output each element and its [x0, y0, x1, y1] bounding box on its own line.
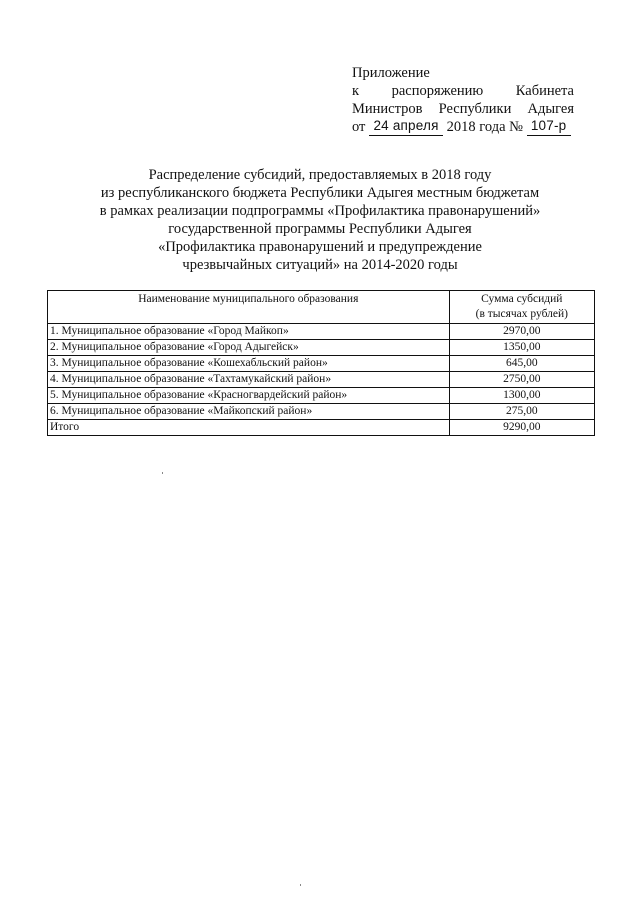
title-line: в рамках реализации подпрограммы «Профилактика правонарушений»	[99, 203, 541, 219]
header-amount-unit: (в тысячах рублей)	[475, 308, 568, 320]
appendix-line-2	[352, 82, 574, 100]
row-name: 3. Муниципальное образование «Кошехабльский район»	[48, 356, 450, 372]
appendix-label: Приложение	[352, 65, 430, 81]
subsidies-table	[47, 290, 595, 436]
row-amount: 645,00	[449, 356, 594, 372]
appendix-header	[352, 64, 574, 136]
header-municipality: Наименование муниципального образования	[48, 291, 450, 324]
title-line: чрезвычайных ситуаций» на 2014-2020 годы	[182, 257, 458, 273]
row-amount: 2750,00	[449, 372, 594, 388]
header-amount	[449, 291, 594, 324]
date-suffix: 2018 года №	[446, 119, 523, 135]
handwritten-date: 24 апреля	[369, 118, 443, 136]
row-amount: 1300,00	[449, 388, 594, 404]
appendix-word: к	[352, 83, 360, 99]
row-name: 5. Муниципальное образование «Красногвардейский район»	[48, 388, 450, 404]
table-total-row	[48, 420, 595, 436]
title-line: «Профилактика правонарушений и предупреждение	[158, 239, 482, 255]
header-amount-line: Сумма субсидий	[481, 293, 563, 305]
appendix-word: Кабинета	[515, 83, 574, 99]
scan-speck	[300, 884, 301, 886]
row-name: 1. Муниципальное образование «Город Майкоп»	[48, 324, 450, 340]
appendix-line-4	[352, 118, 574, 136]
document-title	[60, 166, 580, 274]
appendix-line-1	[352, 64, 574, 82]
row-name: 2. Муниципальное образование «Город Адыгейск»	[48, 340, 450, 356]
scan-speck	[162, 472, 163, 474]
row-name: 4. Муниципальное образование «Тахтамукайский район»	[48, 372, 450, 388]
table-header-row	[48, 291, 595, 324]
table-row	[48, 404, 595, 420]
title-line: из республиканского бюджета Республики Адыгея местным бюджетам	[100, 185, 540, 201]
row-name: 6. Муниципальное образование «Майкопский район»	[48, 404, 450, 420]
appendix-line-3	[352, 100, 574, 118]
total-label: Итого	[48, 420, 450, 436]
title-line: Распределение субсидий, предоставляемых в 2018 году	[148, 167, 492, 183]
title-line: государственной программы Республики Адыгея	[168, 221, 472, 237]
appendix-word: Республики	[438, 101, 512, 117]
table-row	[48, 388, 595, 404]
table-row	[48, 340, 595, 356]
appendix-word: Адыгея	[527, 101, 574, 117]
date-prefix: от	[352, 119, 366, 135]
handwritten-number: 107-р	[527, 118, 571, 136]
table-row	[48, 372, 595, 388]
appendix-word: распоряжению	[391, 83, 484, 99]
row-amount: 2970,00	[449, 324, 594, 340]
total-amount: 9290,00	[449, 420, 594, 436]
row-amount: 1350,00	[449, 340, 594, 356]
table-row	[48, 356, 595, 372]
appendix-word: Министров	[352, 101, 423, 117]
row-amount: 275,00	[449, 404, 594, 420]
table-row	[48, 324, 595, 340]
